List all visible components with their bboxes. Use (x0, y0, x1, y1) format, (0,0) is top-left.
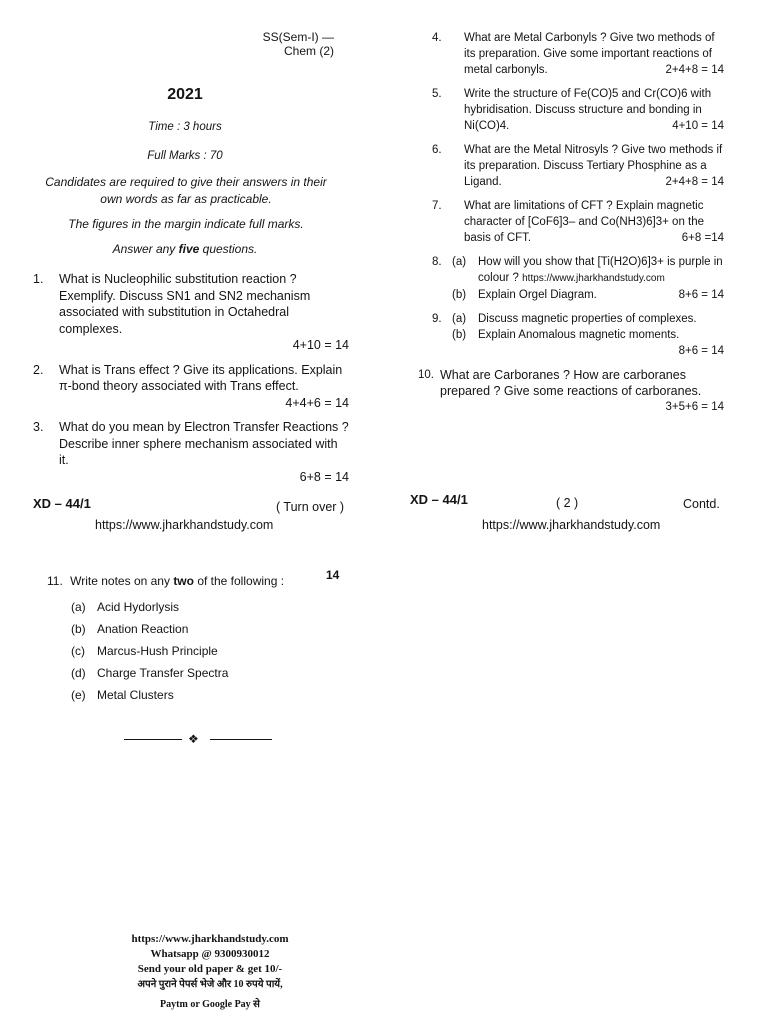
list-item (71, 688, 291, 710)
page2-footer-code: XD – 44/1 (410, 492, 468, 507)
footer-whatsapp: Whatsapp @ 9300930012 (150, 948, 270, 960)
footer-payment: Paytm or Google Pay से (160, 999, 260, 1010)
page1-turn-over: ( Turn over ) (276, 500, 345, 514)
note-text: Charge Transfer Spectra (97, 666, 229, 680)
note-text: Anation Reaction (97, 622, 189, 636)
note-label: (c) (71, 644, 85, 658)
note-text: Marcus-Hush Principle (97, 644, 218, 658)
question-marks: 4+4+6 = 14 (285, 395, 349, 410)
subject-line: Chem (2) (283, 44, 334, 58)
q11-notes-list (71, 600, 291, 710)
question-7 (432, 198, 724, 246)
exam-time: Time : 3 hours (148, 121, 222, 133)
question-text: How will you show that [Ti(H2O)6]3+ is purple in colour ? (478, 256, 723, 284)
instruction-own-words: Candidates are required to give their answers in their own words as far as practicable. (45, 175, 327, 206)
page2-contd: Contd. (683, 497, 720, 511)
question-1 (33, 271, 349, 354)
question-11 (47, 574, 347, 588)
question-8b (452, 287, 724, 303)
list-item (71, 644, 291, 666)
footer-send-paper: Send your old paper & get 10/- (137, 963, 283, 975)
footer-hindi-line: अपने पुराने पेपर्स भेजे और 10 रुपये पायें, (137, 979, 283, 990)
list-item (71, 600, 291, 622)
page2-url: https://www.jharkhandstudy.com (482, 518, 661, 532)
question-number: 1. (33, 272, 44, 286)
question-2 (33, 362, 349, 412)
note-label: (d) (71, 666, 86, 680)
question-marks: 6+8 =14 (681, 232, 724, 244)
sub-label-a: (a) (452, 256, 467, 268)
question-text (70, 574, 284, 588)
page1-questions (33, 271, 349, 493)
question-text: What are the Metal Nitrosyls ? Give two methods if its preparation. Discuss Tertiary Phosphine as a Ligand. (464, 144, 723, 188)
instruction-answer-post: questions. (199, 242, 258, 256)
q11-text-bold: two (173, 574, 194, 588)
question-marks: 4+10 = 14 (672, 120, 724, 132)
sub-label-a: (a) (452, 313, 467, 325)
note-label: (e) (71, 688, 86, 702)
q11-text-pre: Write notes on any (70, 574, 174, 588)
separator-line-left (124, 739, 182, 740)
question-text: What are limitations of CFT ? Explain magnetic character of [CoF6]3– and Co(NH3)6]3+ on the basis of CFT. (464, 200, 705, 244)
end-separator (124, 731, 272, 747)
question-text: What is Nucleophilic substitution reaction ? Exemplify. Discuss SN1 and SN2 mechanism associated with substitution in Octahedral complexes. (59, 272, 311, 336)
inline-url: https://www.jharkhandstudy.com (522, 273, 665, 284)
page2-page-number: ( 2 ) (556, 496, 579, 510)
question-marks: 3+5+6 = 14 (665, 401, 724, 413)
question-number: 7. (432, 200, 442, 212)
question-8 (432, 254, 724, 303)
question-number: 8. (432, 256, 442, 268)
question-3 (33, 419, 349, 485)
question-text: Discuss magnetic properties of complexes. (478, 313, 697, 325)
instruction-figures-margin: The figures in the margin indicate full marks. (68, 217, 304, 231)
question-marks: 4+10 = 14 (292, 338, 349, 352)
separator-line-right (210, 739, 272, 740)
question-marks: 2+4+8 = 14 (665, 64, 724, 76)
question-text: What are Metal Carbonyls ? Give two methods of its preparation. Give some important reactions of metal carbonyls. (464, 32, 715, 76)
question-number: 3. (33, 420, 44, 434)
exam-code-line: SS(Sem-I) — (262, 30, 334, 44)
question-9a (452, 311, 724, 327)
question-text: Explain Orgel Diagram. (478, 289, 597, 301)
q11-text-post: of the following : (193, 574, 285, 588)
question-number: 2. (33, 362, 44, 377)
question-text: What do you mean by Electron Transfer Reactions ? Describe inner sphere mechanism associated with it. (59, 420, 349, 467)
question-number: 10. (418, 369, 434, 381)
question-marks: 2+4+8 = 14 (665, 176, 724, 188)
question-5 (432, 86, 724, 134)
separator-ornament-icon: ❖ (188, 732, 199, 746)
instruction-answer-pre: Answer any (112, 242, 179, 256)
site-footer (90, 932, 330, 1012)
question-text: What are Carboranes ? How are carboranes prepared ? Give some reactions of carboranes. (440, 368, 702, 398)
question-marks: 8+6 = 14 (678, 289, 724, 301)
question-text: Explain Anomalous magnetic moments. (478, 329, 680, 341)
question-11-marks: 14 (326, 568, 340, 582)
note-label: (b) (71, 622, 86, 636)
question-9 (432, 311, 724, 359)
question-9b (452, 327, 724, 343)
question-number: 11. (47, 574, 63, 588)
question-marks: 8+6 = 14 (678, 345, 724, 357)
list-item (71, 622, 291, 644)
page2-questions (418, 30, 724, 423)
question-number: 5. (432, 88, 442, 100)
instruction-answer-bold: five (178, 242, 200, 256)
question-text: Write the structure of Fe(CO)5 and Cr(CO)6 with hybridisation. Discuss structure and bonding in Ni(CO)4. (464, 88, 712, 132)
note-label: (a) (71, 600, 86, 614)
question-6 (432, 142, 724, 190)
sub-label-b: (b) (452, 289, 467, 301)
list-item (71, 666, 291, 688)
question-number: 9. (432, 313, 442, 325)
instruction-answer-five (60, 242, 310, 256)
page1-url: https://www.jharkhandstudy.com (95, 518, 274, 532)
question-marks: 6+8 = 14 (299, 469, 349, 484)
footer-url: https://www.jharkhandstudy.com (131, 933, 289, 945)
question-text: What is Trans effect ? Give its applications. Explain π-bond theory associated with Trans effect. (59, 362, 343, 393)
page1-footer-code: XD – 44/1 (33, 496, 91, 511)
sub-label-b: (b) (452, 329, 467, 341)
question-8a (452, 254, 724, 287)
full-marks: Full Marks : 70 (147, 150, 223, 162)
note-text: Acid Hydorlysis (97, 600, 180, 614)
question-number: 6. (432, 144, 442, 156)
exam-year: 2021 (167, 86, 203, 103)
exam-code (252, 30, 334, 58)
note-text: Metal Clusters (97, 688, 174, 702)
question-10 (418, 367, 724, 415)
question-number: 4. (432, 32, 442, 44)
question-4 (432, 30, 724, 78)
